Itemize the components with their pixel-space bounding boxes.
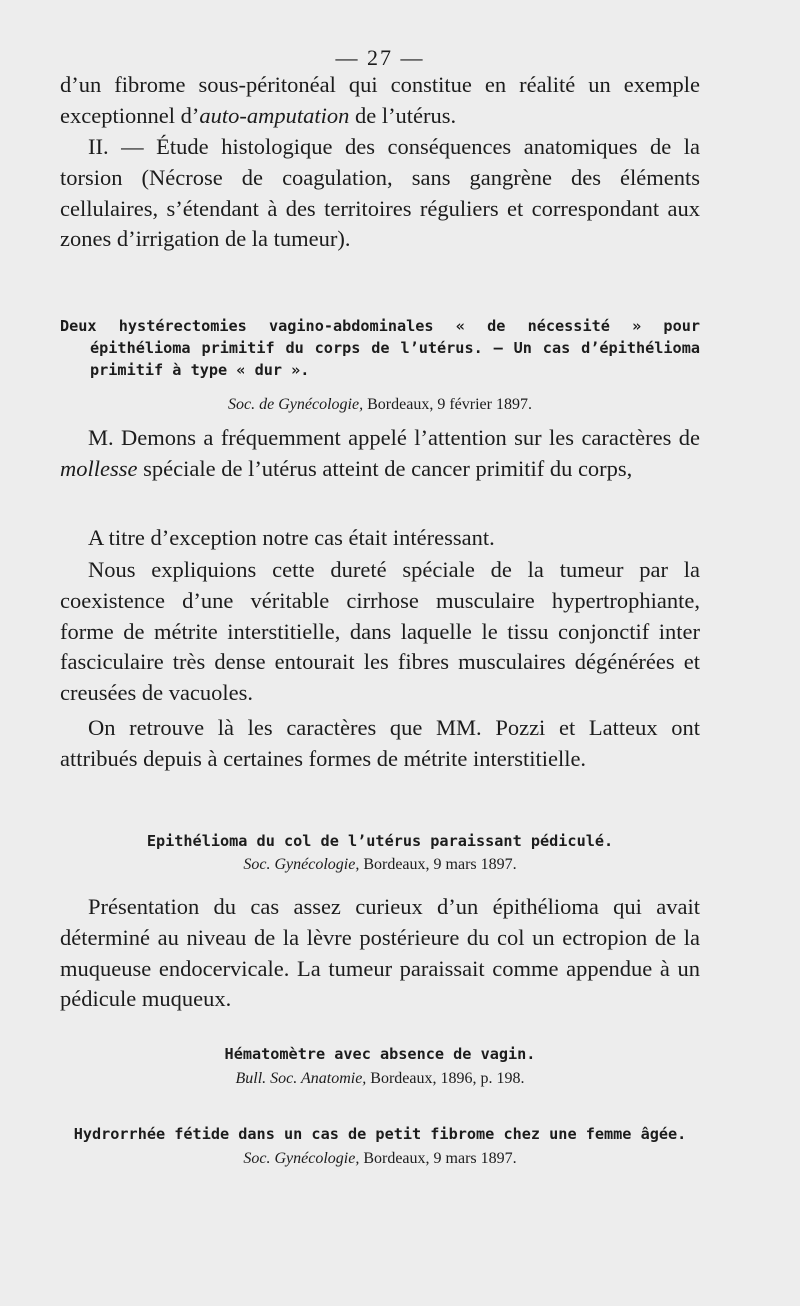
citation-journal: Soc. de Gynécologie, [228, 396, 364, 413]
citation-hematometre [60, 1070, 700, 1088]
citation-details: Bordeaux, 9 février 1897. [363, 396, 532, 413]
citation-hysterectomies [60, 396, 700, 414]
paragraph-histology: II. — Étude histologique des conséquences anatomiques de la torsion (Nécrose de coagulation, sans gangrène des éléments cellulaires, s’étendant à des territoires réguliers et correspondant aux zones d’irrigation de la tumeur). [60, 134, 700, 252]
paragraph-demons [60, 423, 700, 485]
emphasis-text: mollesse [60, 455, 138, 481]
citation-details: Bordeaux, 1896, p. 198. [366, 1070, 525, 1087]
citation-hydrorrhee [60, 1150, 700, 1168]
paragraph-presentation: Présentation du cas assez curieux d’un épithélioma qui avait déterminé au niveau de la lèvre postérieure du col un ectropion de la muqueuse endocervicale. La tumeur paraissait comme appendue à un pédicule muqueux. [60, 894, 700, 1012]
paragraph-continuation [60, 70, 700, 132]
section-title-hydrorrhee: Hydrorrhée fétide dans un cas de petit fibrome chez une femme âgée. [73, 1125, 687, 1143]
paragraph-text: de l’utérus. [349, 102, 457, 128]
page-number: — 27 — [335, 45, 425, 70]
paragraph-text: spéciale de l’utérus atteint de cancer primitif du corps, [137, 455, 633, 481]
paragraph-exception: A titre d’exception notre cas était intéressant. [88, 525, 495, 550]
citation-details: Bordeaux, 9 mars 1897. [359, 856, 517, 873]
citation-epithelioma [60, 856, 700, 874]
section-title-hematometre: Hématomètre avec absence de vagin. [224, 1045, 536, 1063]
citation-journal: Bull. Soc. Anatomie, [235, 1070, 367, 1087]
section-title-epithelioma: Epithélioma du col de l’utérus paraissant pédiculé. [146, 832, 614, 850]
emphasis-text: auto-amputation [199, 102, 350, 128]
paragraph-cirrhose: Nous expliquions cette dureté spéciale de la tumeur par la coexistence d’une véritable cirrhose musculaire hypertrophiante, forme de métrite interstitielle, dans laquelle le tissu conjonctif inter fasciculaire très dense entourait les fibres musculaires dégénérées et creusées de vacuoles. [60, 557, 700, 706]
paragraph-text: M. Demons a fréquemment appelé l’attention sur les caractères de [88, 425, 700, 450]
citation-journal: Soc. Gynécologie, [243, 1150, 360, 1167]
citation-details: Bordeaux, 9 mars 1897. [359, 1150, 517, 1167]
paragraph-text: d’un fibrome sous-péritonéal qui constitue en réalité un exemple exceptionnel d’ [60, 72, 700, 128]
paragraph-pozzi: On retrouve là les caractères que MM. Pozzi et Latteux ont attribués depuis à certaines formes de métrite interstitielle. [60, 715, 700, 771]
citation-journal: Soc. Gynécologie, [243, 856, 360, 873]
section-title-hysterectomies: Deux hystérectomies vagino-abdominales « de nécessité » pour épithélioma primitif du corps de l’utérus. — Un cas d’épithélioma primitif à type « dur ». [60, 317, 700, 379]
